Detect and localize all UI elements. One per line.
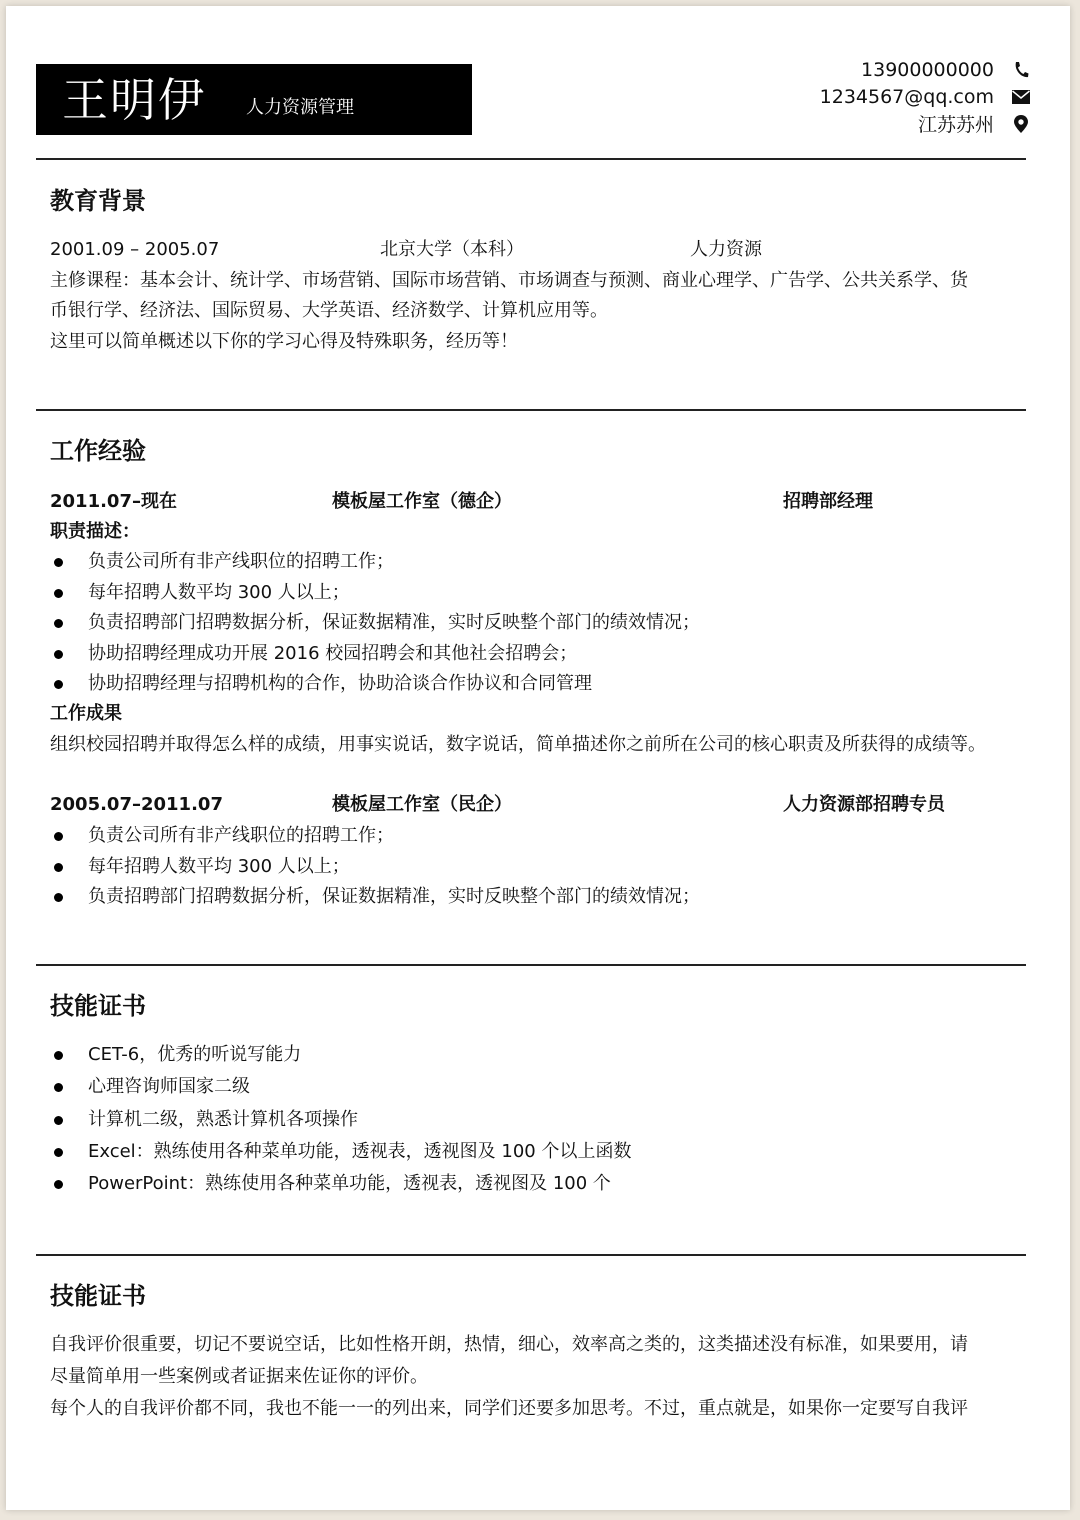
- email-row: [820, 83, 1030, 110]
- email-address: 1234567@qq.com: [819, 85, 994, 108]
- job-company: 模板屋工作室（民企）: [332, 794, 512, 815]
- divider: [36, 409, 1026, 411]
- results-label: 工作成果: [50, 703, 122, 724]
- results-text: 组织校园招聘并取得怎么样的成绩，用事实说话，数字说话，简单描述你之前所在公司的核心职责及所获得的成绩等。: [50, 734, 986, 755]
- phone-icon: [1012, 61, 1030, 79]
- resume-page: [6, 6, 1070, 1510]
- job-period: 2011.07–现在: [50, 491, 177, 512]
- map-pin-icon: [1012, 115, 1030, 133]
- job-company: 模板屋工作室（德企）: [332, 491, 512, 512]
- section-title-education: 教育背景: [50, 187, 146, 215]
- divider: [36, 1254, 1026, 1256]
- education-courses-line-2: 币银行学、经济法、国际贸易、大学英语、经济数学、计算机应用等。: [50, 300, 608, 321]
- list-item: 负责公司所有非产线职位的招聘工作；: [50, 547, 700, 578]
- section-title-self-eval: 技能证书: [50, 1282, 146, 1310]
- list-item: 负责招聘部门招聘数据分析，保证数据精准，实时反映整个部门的绩效情况；: [50, 608, 700, 639]
- duties-label: 职责描述：: [50, 521, 140, 542]
- list-item: CET-6，优秀的听说写能力: [50, 1039, 631, 1071]
- list-item: 协助招聘经理与招聘机构的合作，协助洽谈合作协议和合同管理: [50, 669, 700, 700]
- list-item: 负责公司所有非产线职位的招聘工作；: [50, 821, 700, 852]
- self-eval-line-2: 尽量简单用一些案例或者证据来佐证你的评价。: [50, 1366, 428, 1387]
- list-item: PowerPoint：熟练使用各种菜单功能，透视表，透视图及 100 个: [50, 1168, 631, 1200]
- list-item: 协助招聘经理成功开展 2016 校园招聘会和其他社会招聘会；: [50, 639, 700, 670]
- self-eval-line-3: 每个人的自我评价都不同，我也不能一一的列出来，同学们还要多加思考。不过，重点就是，如果你一定要写自我评: [50, 1398, 968, 1419]
- section-title-skills: 技能证书: [50, 992, 146, 1020]
- job-1-duties: [50, 547, 700, 700]
- phone-row: [820, 56, 1030, 83]
- job-2-duties: [50, 821, 700, 913]
- job-title: 人力资源管理: [246, 97, 354, 118]
- education-note: 这里可以简单概述以下你的学习心得及特殊职务，经历等！: [50, 331, 518, 352]
- divider: [36, 158, 1026, 160]
- divider: [36, 964, 1026, 966]
- envelope-icon: [1012, 88, 1030, 106]
- location-row: [820, 110, 1030, 137]
- list-item: 计算机二级，熟悉计算机各项操作: [50, 1104, 631, 1136]
- job-period: 2005.07–2011.07: [50, 794, 223, 815]
- skills-list: [50, 1039, 631, 1200]
- list-item: 每年招聘人数平均 300 人以上；: [50, 578, 700, 609]
- name-banner: [36, 64, 472, 135]
- education-major: 人力资源: [690, 239, 762, 260]
- list-item: Excel：熟练使用各种菜单功能，透视表，透视图及 100 个以上函数: [50, 1136, 631, 1168]
- list-item: 心理咨询师国家二级: [50, 1071, 631, 1103]
- education-period: 2001.09 – 2005.07: [50, 239, 220, 260]
- self-eval-line-1: 自我评价很重要，切记不要说空话，比如性格开朗，热情，细心，效率高之类的，这类描述没有标准，如果要用，请: [50, 1334, 968, 1355]
- list-item: 负责招聘部门招聘数据分析，保证数据精准，实时反映整个部门的绩效情况；: [50, 882, 700, 913]
- location-text: 江苏苏州: [917, 114, 994, 136]
- job-position: 招聘部经理: [783, 491, 873, 512]
- person-name: 王明伊: [62, 73, 206, 127]
- education-courses-line-1: 主修课程：基本会计、统计学、市场营销、国际市场营销、市场调查与预测、商业心理学、广告学、公共关系学、货: [50, 270, 968, 291]
- section-title-work: 工作经验: [50, 437, 146, 465]
- education-school: 北京大学（本科）: [380, 239, 524, 260]
- job-position: 人力资源部招聘专员: [783, 794, 945, 815]
- list-item: 每年招聘人数平均 300 人以上；: [50, 852, 700, 883]
- phone-number: 13900000000: [861, 58, 994, 81]
- contact-info: [820, 56, 1030, 137]
